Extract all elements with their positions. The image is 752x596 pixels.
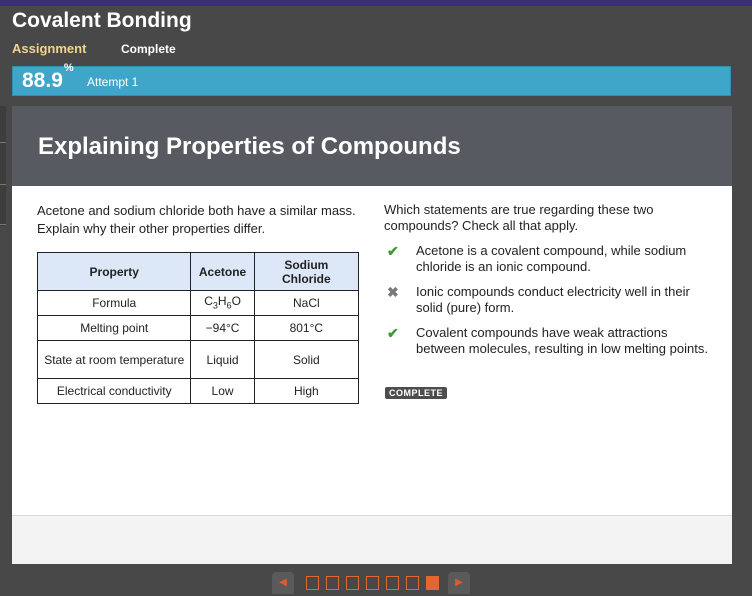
table-cell: −94°C xyxy=(191,316,254,341)
next-page-button[interactable]: ▶ xyxy=(448,572,470,594)
properties-table xyxy=(37,252,359,404)
cross-icon: ✖ xyxy=(387,284,399,300)
page-square[interactable] xyxy=(386,576,399,590)
table-cell: High xyxy=(254,379,358,404)
attempt-label: Attempt 1 xyxy=(87,75,139,89)
table-cell: 801°C xyxy=(254,316,358,341)
score-percent: % xyxy=(63,62,74,74)
table-cell: Solid xyxy=(254,341,358,379)
table-header: Acetone xyxy=(191,253,254,291)
page-square[interactable] xyxy=(426,576,439,590)
answer-option-text: Ionic compounds conduct electricity well in their solid (pure) form. xyxy=(416,284,690,315)
prev-page-button[interactable]: ◀ xyxy=(272,572,294,594)
table-row xyxy=(38,291,359,316)
page-navigator xyxy=(272,572,472,594)
answer-option xyxy=(384,325,714,375)
table-cell: $C_3H_6O$ xyxy=(191,291,254,316)
table-cell: NaCl xyxy=(254,291,358,316)
table-cell: Electrical conductivity xyxy=(38,379,191,404)
page-square[interactable] xyxy=(306,576,319,590)
answer-option xyxy=(384,243,714,277)
assignment-title: Covalent Bonding xyxy=(12,9,192,32)
table-row xyxy=(38,316,359,341)
rail-divider xyxy=(0,224,6,225)
table-cell: Melting point xyxy=(38,316,191,341)
status-label: Complete xyxy=(121,42,176,56)
right-prompt: Which statements are true regarding these two compounds? Check all that apply. xyxy=(384,202,654,233)
rail-divider xyxy=(0,184,6,185)
check-icon: ✔ xyxy=(387,243,399,259)
panel-footer xyxy=(12,515,732,564)
table-header-row xyxy=(38,253,359,291)
table-header: Sodium Chloride xyxy=(254,253,358,291)
page-square[interactable] xyxy=(366,576,379,590)
left-rail xyxy=(0,106,6,226)
score-value xyxy=(22,62,74,93)
table-header: Property xyxy=(38,253,191,291)
assignment-label: Assignment xyxy=(12,41,87,56)
score-number: 88.9 xyxy=(22,69,63,92)
page-square[interactable] xyxy=(346,576,359,590)
table-cell: Liquid xyxy=(191,341,254,379)
top-strip xyxy=(0,0,752,6)
left-prompt: Acetone and sodium chloride both have a similar mass. Explain why their other properties differ. xyxy=(37,203,356,236)
check-icon: ✔ xyxy=(387,325,399,341)
question-panel xyxy=(12,106,732,564)
rail-divider xyxy=(0,142,6,143)
table-row xyxy=(38,379,359,404)
answer-option-text: Acetone is a covalent compound, while sodium chloride is an ionic compound. xyxy=(416,243,687,274)
panel-title: Explaining Properties of Compounds xyxy=(38,133,461,160)
score-bar xyxy=(12,62,731,96)
table-cell: State at room temperature xyxy=(38,341,191,379)
table-row xyxy=(38,341,359,379)
complete-badge: COMPLETE xyxy=(385,387,447,399)
page-square[interactable] xyxy=(406,576,419,590)
answer-option xyxy=(384,284,714,318)
panel-header xyxy=(12,106,732,186)
page-square[interactable] xyxy=(326,576,339,590)
table-cell: Formula xyxy=(38,291,191,316)
table-cell: Low xyxy=(191,379,254,404)
table-body xyxy=(38,291,359,404)
answer-option-text: Covalent compounds have weak attractions between molecules, resulting in low melting points. xyxy=(416,325,708,356)
